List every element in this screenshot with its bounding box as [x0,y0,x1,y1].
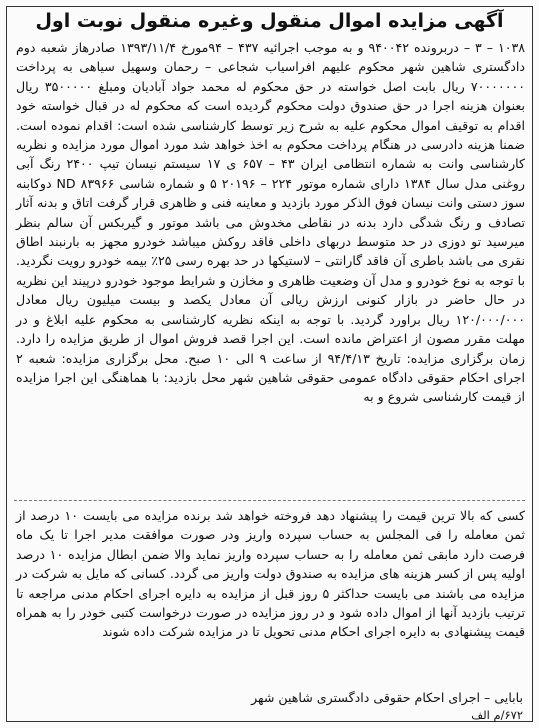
notice-title: آگهی مزایده اموال منقول وغیره منقول نوبت اول [35,10,504,32]
notice-lower-paragraph: کسی که بالا ترین قیمت را پیشنهاد دهد فروخته خواهد شد برنده مزایده می بایست ۱۰ درصد از ثمن معامله را فی المجلس به حساب سپرده واریز ودر صورت موافقت مدیر اجرا تا یک ماه فرصت دارد مابقی ثمن معامله را به حساب سپرده واریز نماید والا ضمن ابطال مزایده ۱۰ درصد اولیه پس از کسر هزینه های مزایده به صندوق دولت واریز می گردد. کسانی که مایل به شرکت در مزایده می باشند می بایست حداکثر ۵ روز قبل از مزایده به دایره اجرای احکام مدنی مراجعه تا ترتیب بازدید آنها از اموال داده شود و در روز مزایده در صورت درخواست کتبی خودر را به همراه قیمت پیشنهادی به دایره اجرای احکام مدنی تحویل تا در مزایده شرکت داده شوند [16,508,525,640]
signature-line: بابایی – اجرای احکام حقوقی دادگستری شاهین شهر [251,690,523,705]
reference-code: ۶۷۲/م الف [471,708,523,722]
cut-line-divider [14,500,525,501]
notice-upper-paragraph: ۱۰۳۸ – ۳ – دربرونده ۹۴۰۰۴۲ و به موجب اجرائیه ۴۳۷ – ۹۴مورخ ۱۳۹۳/۱۱/۴ صادرهاز شعبه دوم دادگستری شاهین شهر محکوم علیهم افراسیاب شجاعی – رحمان وسهیل سیاهی به پرداخت ۷۰۰۰۰۰۰۰ ریال بابت اصل خواسته در حق محکوم له محمد جواد آبادیان ومبلغ ۳۵۰۰۰۰۰ ریال بعنوان هزینه اجرا در حق صندوق دولت محکوم گردیده است که محکوم له در قبال خواسته خود اقدام به توقیف اموال محکوم علیه به شرح زیر توسط کارشناسی شده است: اقدام نموده است. ضمنا هزینه دادرسی در هنگام پرداخت محکوم به اخذ خواهد شد مورد اموال مورد مزایده و نظریه کارشناسی وانت به شماره انتظامی ایران ۴۳ – ۶۵۷ ی ۱۷ سیستم نیسان تیپ ۲۴۰۰ رنگ آبی روغنی مدل سال ۱۳۸۴ دارای شماره موتور ۲۲۴ – ۲۰۱۹۶ ۵ و شماره شاسی ۸۳۹۶۶ ND دوکابنه سوز دستی وانت نیسان فوق الذکر مورد بازدید و معاینه فنی و ظاهری قرار گرفت اتاق و بدنه آثار تصادف و رنگ شدگی دارد بدنه در نقاطی مخدوش می باشد موتور و گیربکس آن سالم بنظر میرسید تو دوزی در حد متوسط دربهای داخلی فاقد روکش میباشد خودرو مجهز به بارنبند اطاق نقری می باشد باطری آن فاقد گارانتی – لاستیکها در حد بهره رسی ۲۵٪ بیمه خودرو رویت نگردید. با توجه به نوع خودرو و مدل آن وضعیت ظاهری و مخازن و شرایط موجود خودرو درپیند این نظریه در حال حاضر در بازار کنونی ارزش ریالی آن معادل یکصد و بیست میلیون ریال معادل ۱۲۰/۰۰۰/۰۰۰ ریال براورد گردید. با توجه به اینکه نظریه کارشناسی به محکوم علیه ابلاغ و در مهلت مقرر مصون از اعتراض مانده است. این اجرا قصد فروش اموال از طریق مزایده را دارد. زمان برگزاری مزایده: تاریخ ۹۴/۴/۱۳ از ساعت ۹ الی ۱۰ صبح. محل برگزاری مزایده: شعبه ۲ اجرای احکام حقوقی دادگاه عمومی حقوقی شاهین شهر محل بازدید: با هماهنگی این اجرا مزایده از قیمت کارشناسی شروع و به [16,40,526,405]
